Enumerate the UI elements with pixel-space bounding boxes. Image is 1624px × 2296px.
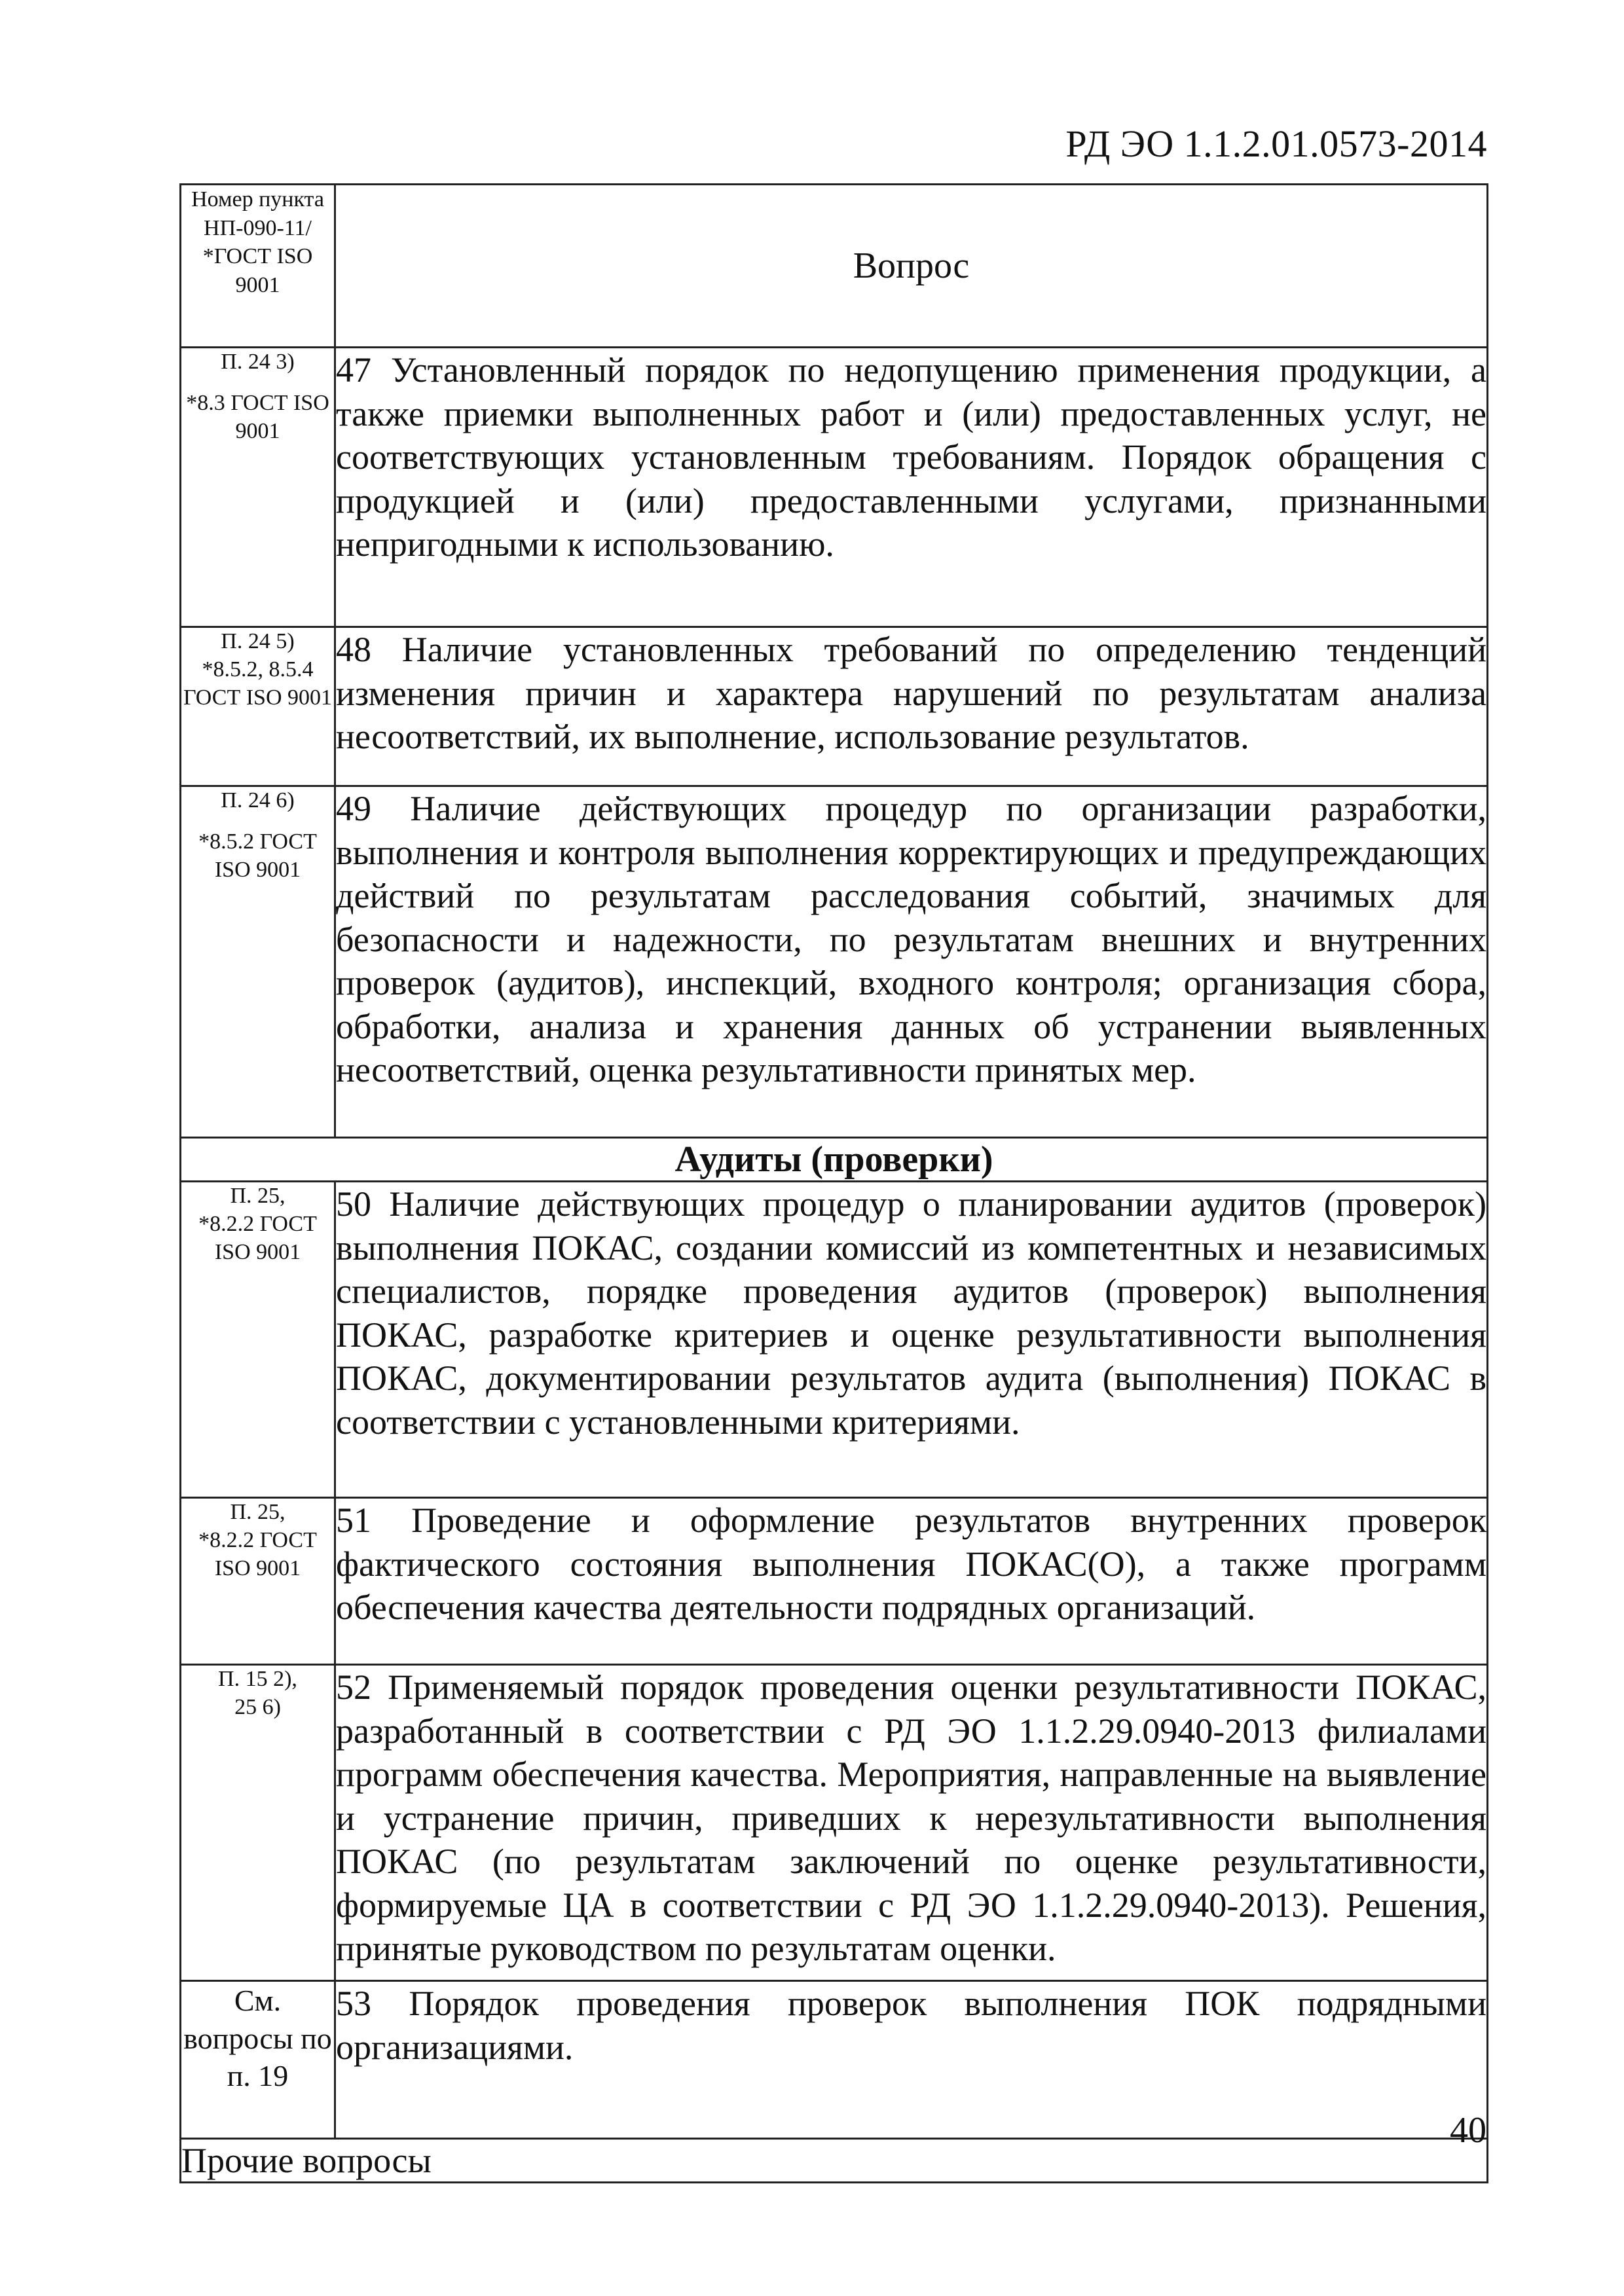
ref-np: П. 24 5)	[221, 629, 295, 653]
table-row	[181, 1182, 1488, 1498]
table-row	[181, 1981, 1488, 2139]
row-ref: См. вопросы по п. 19	[181, 1981, 335, 2139]
row-ref	[181, 348, 335, 627]
row-question: 47 Установленный порядок по недопущению применения продукции, а также приемки выполненных работ и (или) предоставленных услуг, не соответствующих установленным требованиям. Порядок обращения с продукцией и (или) предоставленными услугами, признанными непригодными к использованию.	[335, 348, 1488, 627]
row-ref	[181, 627, 335, 786]
ref-np: П. 25,	[230, 1500, 286, 1524]
row-question: 52 Применяемый порядок проведения оценки результативности ПОКАС, разработанный в соответствии с РД ЭО 1.1.2.29.0940-2013 филиалами программ обеспечения качества. Мероприятия, направленные на выявление и устранение причин, приведших к нерезультативности выполнения ПОКАС (по результатам заключений по оценке результативности, формируемые ЦА в соответствии с РД ЭО 1.1.2.29.0940-2013). Решения, принятые руководством по результатам оценки.	[335, 1665, 1488, 1981]
ref-iso: *8.2.2 ГОСТ ISO 9001	[198, 1527, 317, 1580]
ref-iso: *8.5.2 ГОСТ ISO 9001	[198, 829, 317, 882]
ref-np: П. 15 2),	[218, 1667, 297, 1691]
row-ref	[181, 786, 335, 1138]
row-ref	[181, 1665, 335, 1981]
table-row	[181, 1498, 1488, 1665]
section-row-audits	[181, 1138, 1488, 1182]
ref-iso: *8.5.2, 8.5.4 ГОСТ ISO 9001	[183, 657, 332, 710]
row-question: 53 Порядок проведения проверок выполнения ПОК подрядными организациями.	[335, 1981, 1488, 2139]
document-code: РД ЭО 1.1.2.01.0573-2014	[1065, 122, 1487, 165]
header-ref-column: Номер пункта НП-090-11/ *ГОСТ ISO 9001	[181, 185, 335, 348]
section-row-other	[181, 2139, 1488, 2183]
section-title-other: Прочие вопросы	[181, 2139, 1488, 2183]
table-row	[181, 627, 1488, 786]
row-ref	[181, 1182, 335, 1498]
page-number: 40	[1450, 2110, 1486, 2151]
row-question: 50 Наличие действующих процедур о планировании аудитов (проверок) выполнения ПОКАС, создании комиссий из компетентных и независимых специалистов, порядке проведения аудитов (проверок) выполнения ПОКАС, разработке критериев и оценке результативности выполнения ПОКАС, документировании результатов аудита (выполнения) ПОКАС в соответствии с установленными критериями.	[335, 1182, 1488, 1498]
table-header-row	[181, 185, 1488, 348]
ref-iso: 25 6)	[234, 1694, 281, 1719]
row-question: 49 Наличие действующих процедур по организации разработки, выполнения и контроля выполнения корректирующих и предупреждающих действий по результатам расследования событий, значимых для безопасности и надежности, по результатам внешних и внутренних проверок (аудитов), инспекций, входного контроля; организация сбора, обработки, анализа и хранения данных об устранении выявленных несоответствий, оценка результативности принятых мер.	[335, 786, 1488, 1138]
ref-iso: *8.2.2 ГОСТ ISO 9001	[198, 1211, 317, 1264]
table-row	[181, 1665, 1488, 1981]
row-question: 51 Проведение и оформление результатов внутренних проверок фактического состояния выполнения ПОКАС(О), а также программ обеспечения качества деятельности подрядных организаций.	[335, 1498, 1488, 1665]
ref-np: П. 24 6)	[221, 788, 295, 812]
questions-table	[179, 183, 1488, 2183]
ref-iso: *8.3 ГОСТ ISO 9001	[186, 390, 329, 443]
table-row	[181, 786, 1488, 1138]
row-question: 48 Наличие установленных требований по определению тенденций изменения причин и характера нарушений по результатам анализа несоответствий, их выполнение, использование результатов.	[335, 627, 1488, 786]
ref-np: П. 25,	[230, 1184, 286, 1208]
table-row	[181, 348, 1488, 627]
header-question-column: Вопрос	[335, 185, 1488, 348]
ref-np: П. 24 3)	[221, 350, 295, 374]
row-ref	[181, 1498, 335, 1665]
section-title-audits: Аудиты (проверки)	[181, 1138, 1488, 1182]
